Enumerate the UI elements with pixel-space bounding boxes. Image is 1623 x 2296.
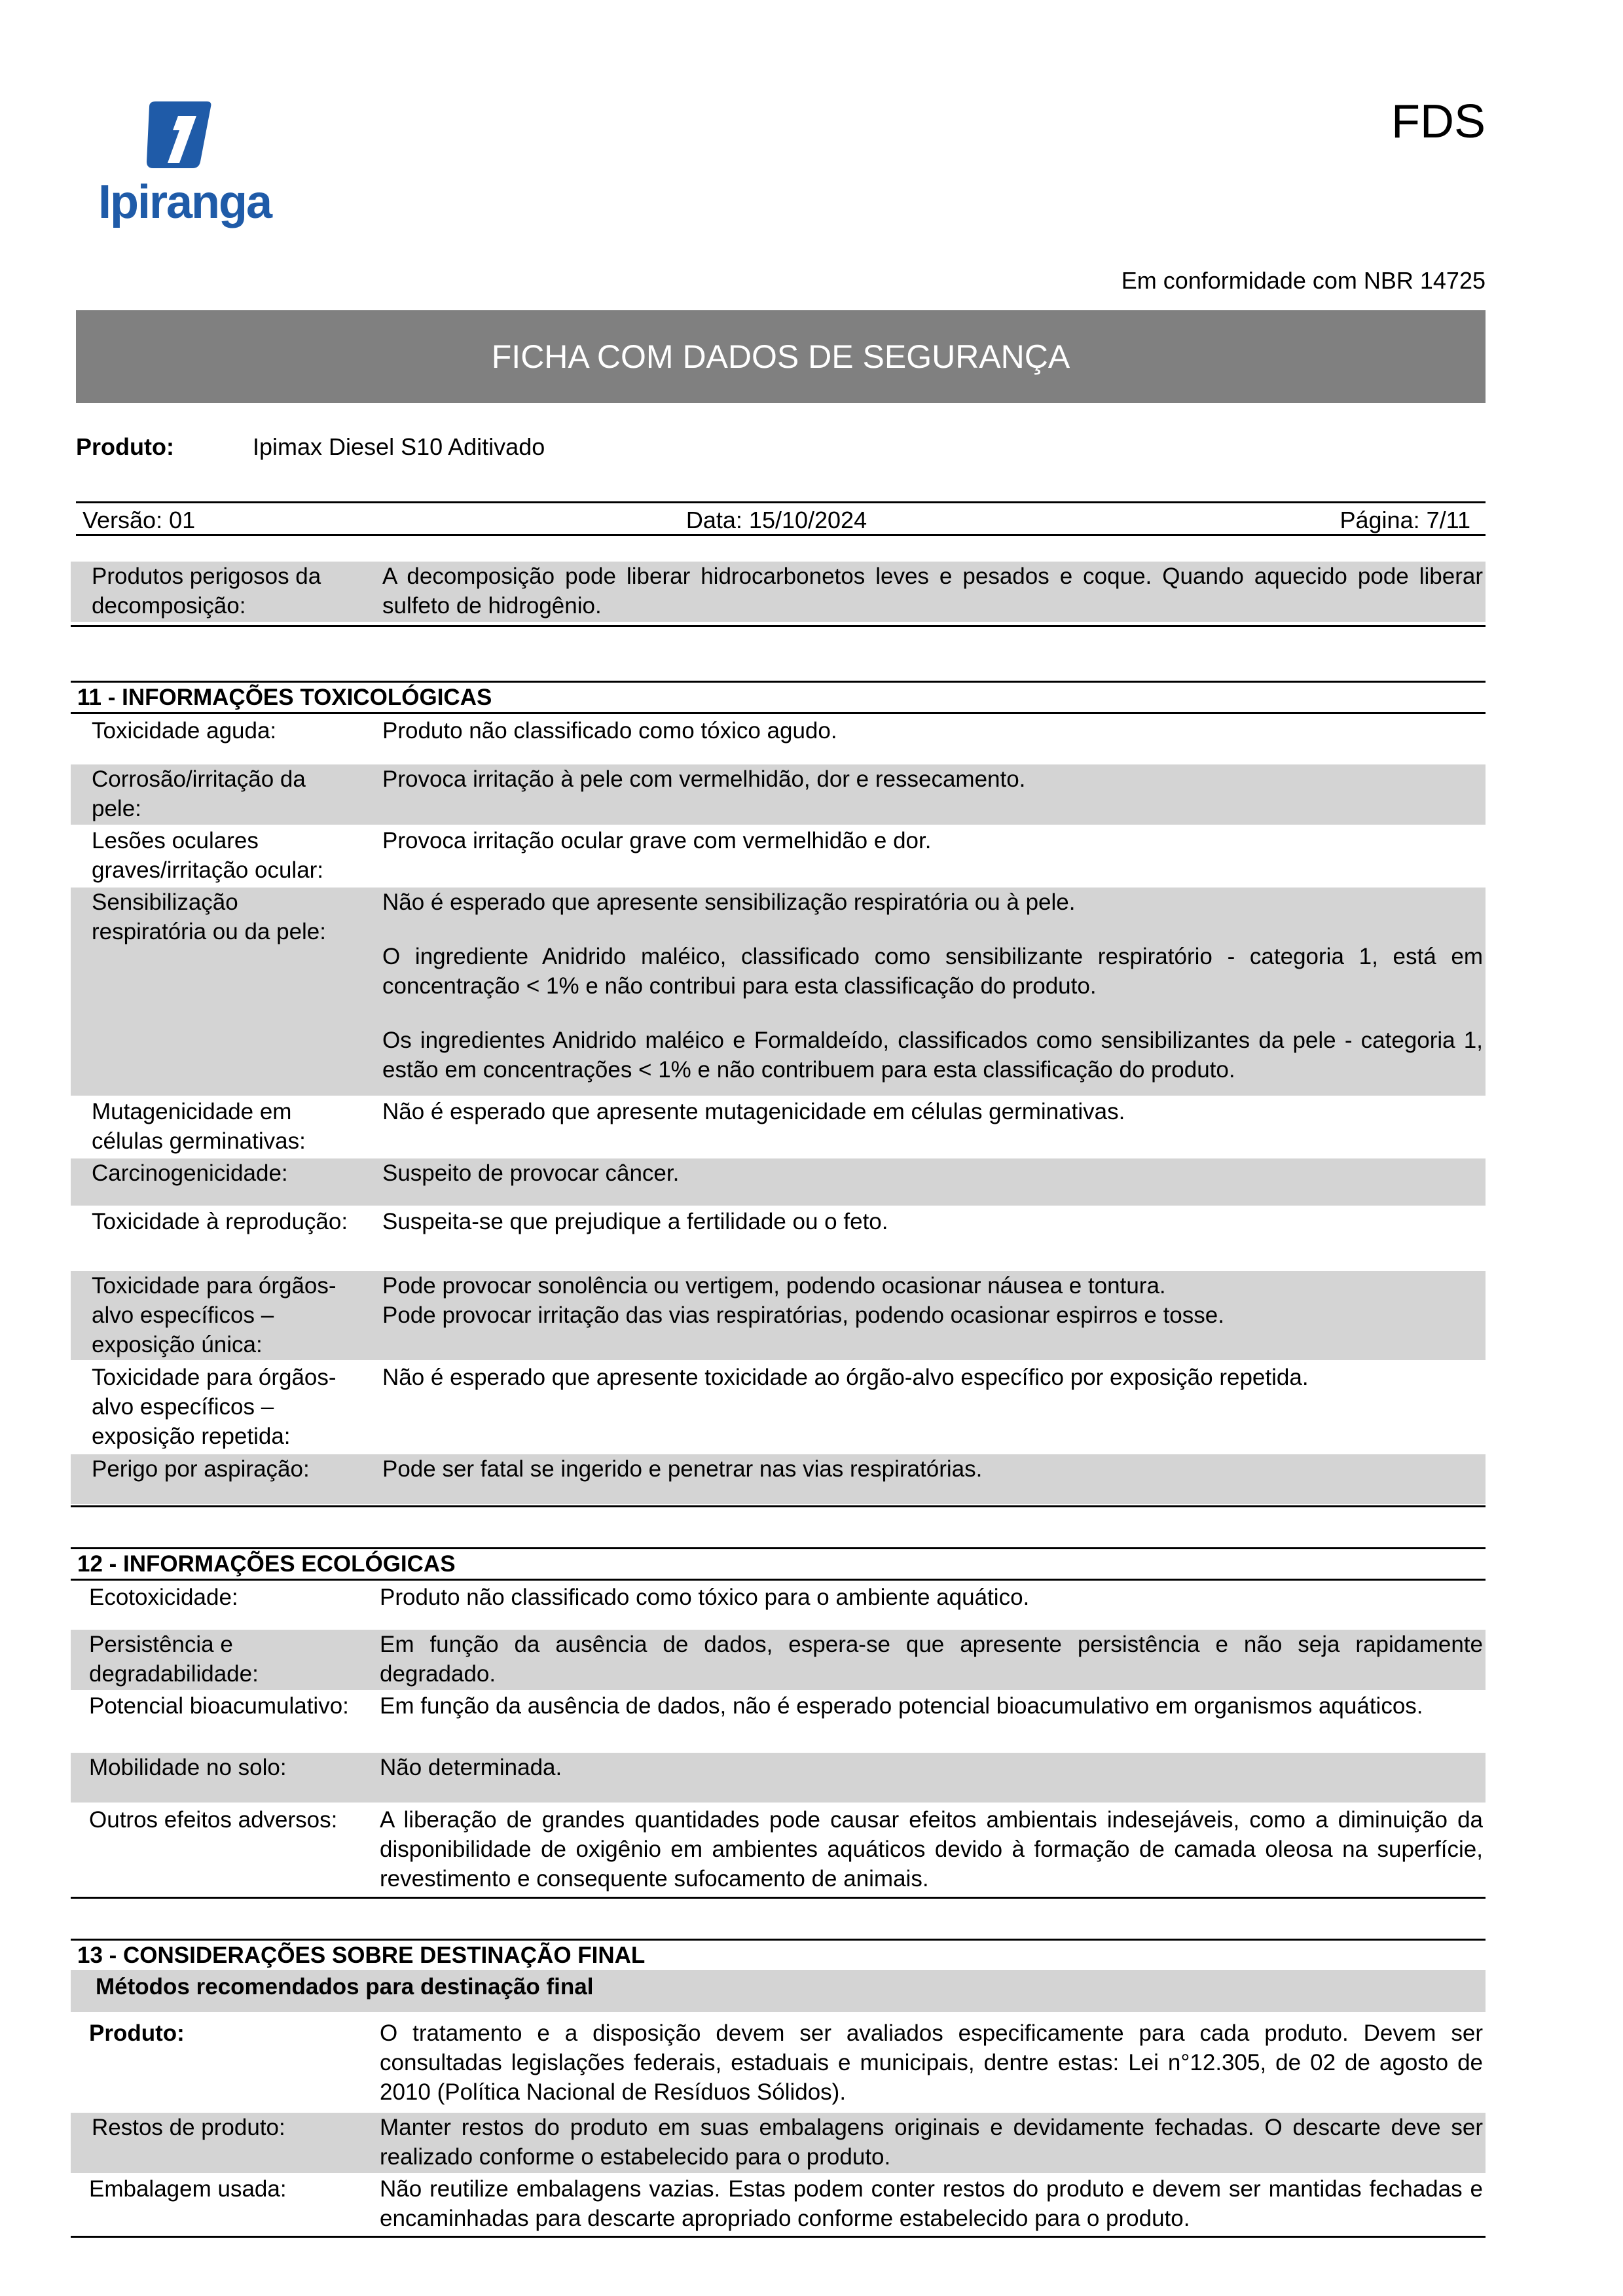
divider [76, 534, 1486, 536]
table-row [71, 764, 1486, 825]
row-label: Outros efeitos adversos: [89, 1807, 338, 1833]
row-value [382, 1271, 1483, 1330]
divider [71, 712, 1486, 714]
row-value: A liberação de grandes quantidades pode causar efeitos ambientais indesejáveis, como a diminuição da disponibilidade de oxigênio em ambientes aquáticos devido à formação de camada oleosa na superfície, revestimento e consequente sufocamento de animais. [380, 1807, 1483, 1892]
ipiranga-logo-icon [141, 101, 213, 168]
table-row [71, 1630, 1486, 1690]
divider [71, 1505, 1486, 1507]
conformity-note: Em conformidade com NBR 14725 [1121, 267, 1486, 294]
doc-code: FDS [1391, 96, 1486, 148]
section-12-title: 12 - INFORMAÇÕES ECOLÓGICAS [77, 1551, 456, 1577]
row-value: Pode ser fatal se ingerido e penetrar nas vias respiratórias. [382, 1456, 983, 1482]
row-label: Mutagenicidade em células germinativas: [92, 1099, 306, 1154]
row-label: Restos de produto: [92, 2115, 285, 2140]
page-title: FICHA COM DADOS DE SEGURANÇA [491, 338, 1070, 375]
row-label: Mobilidade no solo: [89, 1755, 287, 1780]
row-label: Toxicidade para órgãos-alvo específicos – exposição repetida: [92, 1365, 337, 1449]
table-row [71, 1097, 1486, 1157]
row-label: Persistência e degradabilidade: [89, 1632, 259, 1687]
product-name: Ipimax Diesel S10 Aditivado [253, 433, 545, 460]
table-row [71, 1271, 1486, 1360]
divider [71, 2236, 1486, 2238]
row-value-line: Pode provocar sonolência ou vertigem, podendo ocasionar náusea e tontura. [382, 1273, 1166, 1299]
table-row [71, 826, 1486, 886]
row-value: Produto não classificado como tóxico para o ambiente aquático. [380, 1585, 1030, 1610]
row-label: Embalagem usada: [89, 2176, 287, 2202]
table-row [71, 2113, 1486, 2173]
row-label: Lesões oculares graves/irritação ocular: [92, 828, 324, 883]
row-value: Suspeito de provocar câncer. [382, 1160, 680, 1186]
row-label: Carcinogenicidade: [92, 1160, 288, 1186]
row-value: Manter restos do produto em suas embalagens originais e devidamente fechadas. O descarte deve ser realizado conforme o estabelecido para o produto. [380, 2115, 1483, 2170]
subtitle-text: Métodos recomendados para destinação final [96, 1974, 594, 2000]
date: Data: 15/10/2024 [685, 507, 867, 533]
row-value: O tratamento e a disposição devem ser avaliados especificamente para cada produto. Devem ser consultadas legislações federais, estaduais e municipais, dentre estas: Lei n°12.305, de 02 de agosto de 2010 (Política Nacional de Resíduos Sólidos). [380, 2020, 1483, 2105]
divider [76, 501, 1486, 503]
row-label: Produto: [89, 2020, 185, 2046]
table-row [71, 1753, 1486, 1803]
version: Versão: 01 [82, 507, 196, 533]
row-label: Toxicidade para órgãos-alvo específicos – exposição única: [92, 1273, 337, 1357]
table-row [71, 1805, 1486, 1897]
row-value-line: Os ingredientes Anidrido maléico e Formaldeído, classificados como sensibilizantes da pele - categoria 1, estão em concentrações < 1% e não contribuem para esta classificação do produto. [382, 1028, 1483, 1083]
table-row [71, 888, 1486, 1096]
row-value: Provoca irritação ocular grave com vermelhidão e dor. [382, 828, 932, 853]
row-label: Perigo por aspiração: [92, 1456, 310, 1482]
divider [71, 625, 1486, 627]
row-label: Sensibilização respiratória ou da pele: [92, 889, 326, 944]
row-label: Toxicidade aguda: [92, 718, 277, 744]
table-row [71, 2174, 1486, 2234]
row-label: Toxicidade à reprodução: [92, 1209, 348, 1234]
row-label: Ecotoxicidade: [89, 1585, 238, 1610]
row-value-line: O ingrediente Anidrido maléico, classificado como sensibilizante respiratório - categoria 1, está em concentração < 1% e não contribui para esta classificação do produto. [382, 944, 1483, 999]
row-value: Em função da ausência de dados, não é esperado potencial bioacumulativo em organismos aquáticos. [380, 1693, 1423, 1719]
row-label: Corrosão/irritação da pele: [92, 766, 306, 821]
row-value: A decomposição pode liberar hidrocarbonetos leves e pesados e coque. Quando aquecido pode liberar sulfeto de hidrogênio. [382, 564, 1483, 619]
table-row [71, 716, 1486, 755]
table-row [71, 1691, 1486, 1751]
row-value: Produto não classificado como tóxico agudo. [382, 718, 837, 744]
divider [71, 1579, 1486, 1581]
company-logo [98, 101, 272, 232]
product-label: Produto: [76, 433, 174, 460]
row-label: Potencial bioacumulativo: [89, 1693, 349, 1719]
page-title-banner [76, 310, 1486, 403]
page-number: Página: 7/11 [1340, 507, 1470, 533]
row-value: Não é esperado que apresente toxicidade ao órgão-alvo específico por exposição repetida. [382, 1365, 1309, 1390]
version-row [82, 507, 1470, 534]
table-row [71, 1454, 1486, 1504]
table-row [71, 1363, 1486, 1452]
section-13-subtitle [71, 1970, 1486, 2012]
table-row [71, 1207, 1486, 1270]
row-value-line: Pode provocar irritação das vias respiratórias, podendo ocasionar espirros e tosse. [382, 1302, 1224, 1328]
row-value: Não reutilize embalagens vazias. Estas podem conter restos do produto e devem ser mantidas fechadas e encaminhadas para descarte apropriado conforme estabelecido para o produto. [380, 2176, 1483, 2231]
row-value: Em função da ausência de dados, espera-se que apresente persistência e não seja rapidamente degradado. [380, 1632, 1483, 1687]
table-row [71, 1583, 1486, 1627]
section-11-title: 11 - INFORMAÇÕES TOXICOLÓGICAS [77, 685, 492, 710]
table-row [71, 562, 1486, 622]
divider [71, 1897, 1486, 1899]
row-value-line: Não é esperado que apresente sensibilização respiratória ou à pele. [382, 889, 1076, 915]
table-row [71, 1158, 1486, 1206]
row-value: Suspeita-se que prejudique a fertilidade ou o feto. [382, 1209, 888, 1234]
row-value: Não determinada. [380, 1755, 562, 1780]
table-row [71, 2018, 1486, 2110]
row-value [382, 888, 1483, 1085]
row-value: Não é esperado que apresente mutagenicidade em células germinativas. [382, 1099, 1125, 1124]
section-13-title: 13 - CONSIDERAÇÕES SOBRE DESTINAÇÃO FINAL [77, 1943, 646, 1968]
product-line [76, 433, 545, 461]
row-label: Produtos perigosos da decomposição: [92, 564, 321, 619]
row-value: Provoca irritação à pele com vermelhidão, dor e ressecamento. [382, 766, 1026, 792]
logo-wordmark: Ipiranga [98, 176, 272, 228]
